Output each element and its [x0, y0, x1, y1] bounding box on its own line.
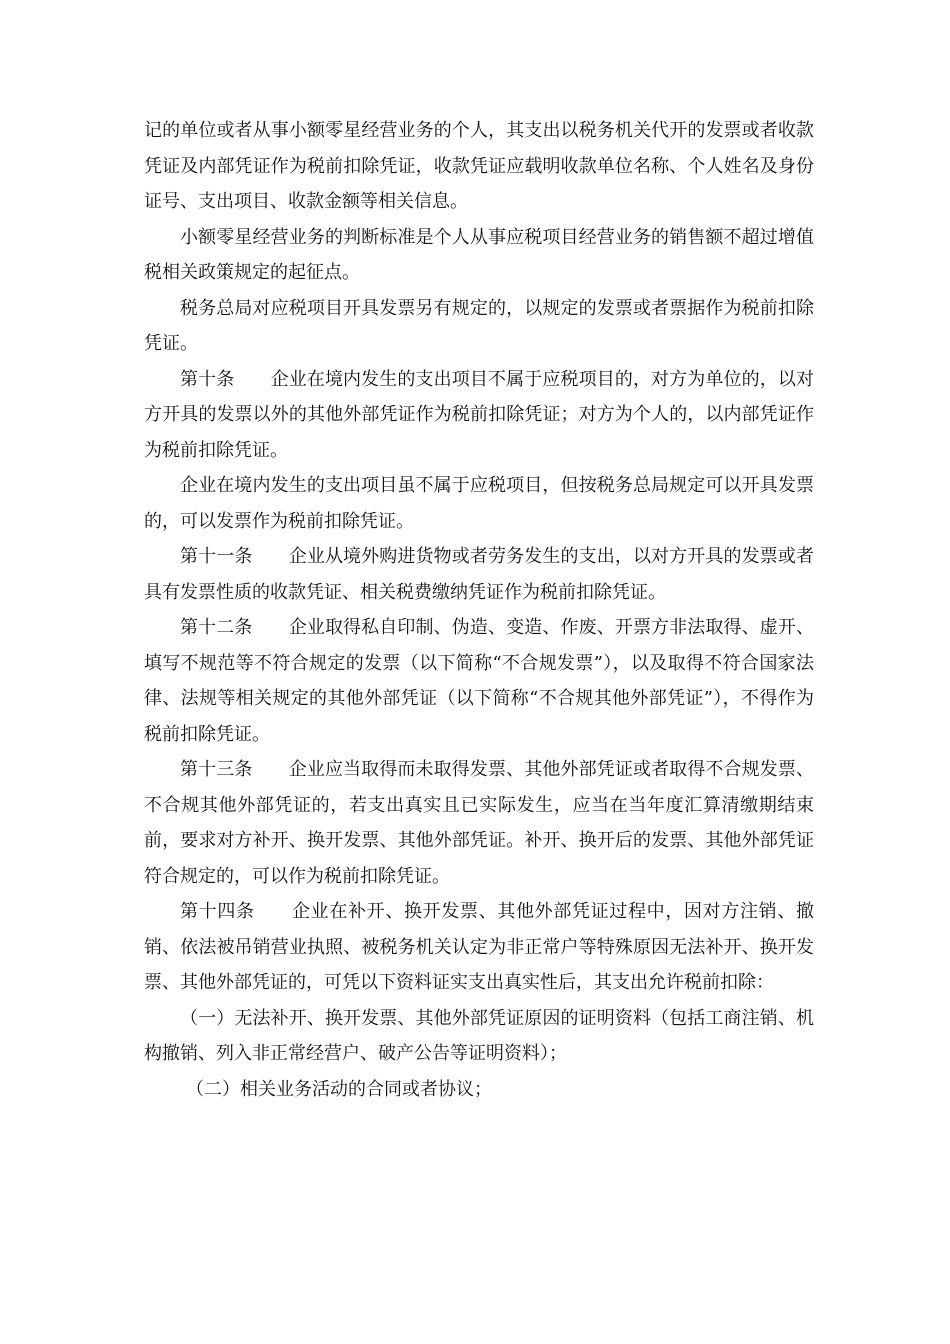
article-13: 第十三条 企业应当取得而未取得发票、其他外部凭证或者取得不合规发票、不合规其他外部凭证的，若支出真实且已实际发生，应当在当年度汇算清缴期结束前，要求对方补开、换开发票、其他外部凭证。补开、换开后的发票、其他外部凭证符合规定的，可以作为税前扣除凭证。 [144, 759, 814, 887]
article-14: 第十四条 企业在补开、换开发票、其他外部凭证过程中，因对方注销、撤销、依法被吊销营业执照、被税务机关认定为非正常户等特殊原因无法补开、换开发票、其他外部凭证的，可凭以下资料证实支出真实性后，其支出允许税前扣除： [144, 901, 814, 993]
article-14-item-2: （二）相关业务活动的合同或者协议； [186, 1078, 492, 1100]
paragraph-continuation: 记的单位或者从事小额零星经营业务的个人，其支出以税务机关代开的发票或者收款凭证及内部凭证作为税前扣除凭证，收款凭证应载明收款单位名称、个人姓名及身份证号、支出项目、收款金额等相关信息。 [144, 120, 814, 212]
paragraph-special-invoice-rule: 税务总局对应税项目开具发票另有规定的，以规定的发票或者票据作为税前扣除凭证。 [144, 297, 814, 354]
paragraph-small-business-standard: 小额零星经营业务的判断标准是个人从事应税项目经营业务的销售额不超过增值税相关政策规定的起征点。 [144, 226, 814, 283]
document-body [144, 113, 814, 1107]
article-14-item-1: （一）无法补开、换开发票、其他外部凭证原因的证明资料（包括工商注销、机构撤销、列入非正常经营户、破产公告等证明资料）； [144, 1007, 814, 1064]
article-12: 第十二条 企业取得私自印制、伪造、变造、作废、开票方非法取得、虚开、填写不规范等不符合规定的发票（以下简称“不合规发票”），以及取得不符合国家法律、法规等相关规定的其他外部凭证（以下简称“不合规其他外部凭证”），不得作为税前扣除凭证。 [144, 617, 814, 745]
article-10: 第十条 企业在境内发生的支出项目不属于应税项目的，对方为单位的，以对方开具的发票以外的其他外部凭证作为税前扣除凭证；对方为个人的，以内部凭证作为税前扣除凭证。 [144, 368, 814, 461]
article-11: 第十一条 企业从境外购进货物或者劳务发生的支出，以对方开具的发票或者具有发票性质的收款凭证、相关税费缴纳凭证作为税前扣除凭证。 [144, 546, 814, 603]
article-10-paragraph-2: 企业在境内发生的支出项目虽不属于应税项目，但按税务总局规定可以开具发票的，可以发票作为税前扣除凭证。 [144, 475, 814, 532]
